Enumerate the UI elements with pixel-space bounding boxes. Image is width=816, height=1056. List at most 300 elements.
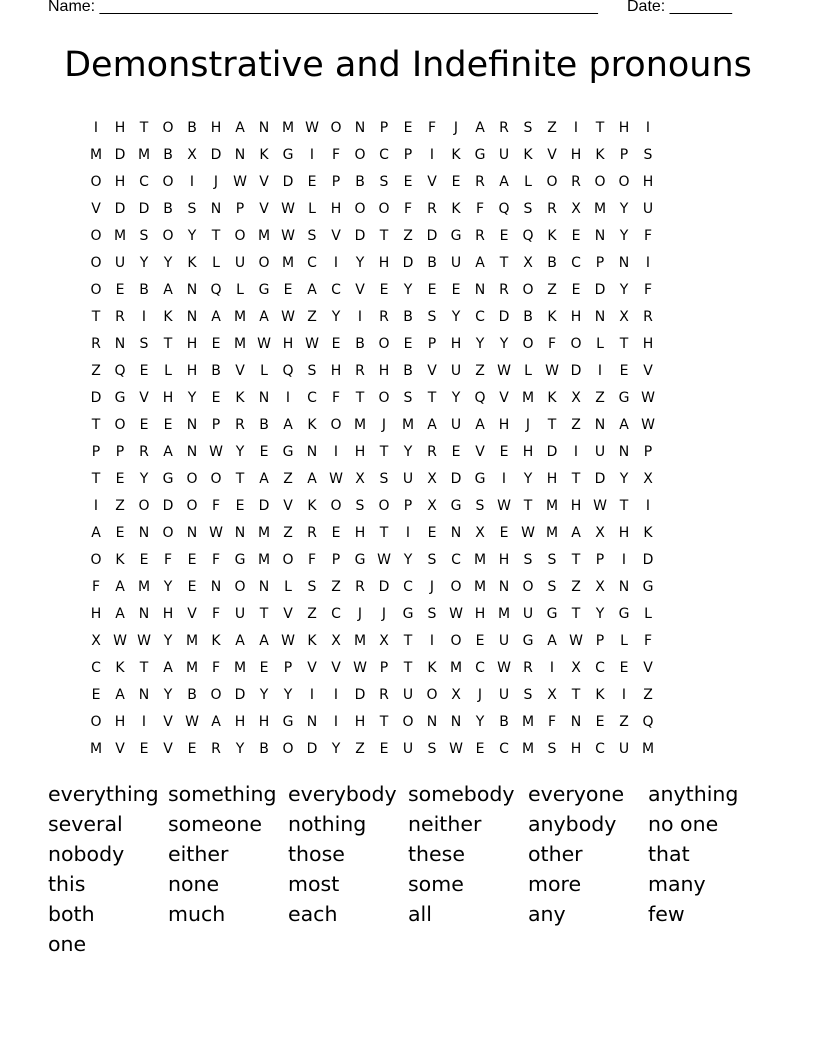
grid-letter[interactable]: T — [379, 443, 389, 460]
grid-letter[interactable]: O — [378, 389, 390, 406]
grid-letter[interactable]: O — [162, 227, 174, 244]
grid-letter[interactable]: I — [333, 443, 339, 460]
grid-letter[interactable]: G — [474, 470, 486, 487]
grid-letter[interactable]: T — [595, 119, 605, 136]
grid-letter[interactable]: E — [139, 551, 149, 568]
grid-letter[interactable]: W — [233, 173, 247, 190]
grid-letter[interactable]: X — [331, 632, 341, 649]
grid-letter[interactable]: R — [427, 443, 437, 460]
grid-letter[interactable]: P — [91, 443, 101, 460]
grid-letter[interactable]: G — [282, 146, 294, 163]
grid-letter[interactable]: D — [282, 173, 294, 190]
grid-letter[interactable]: T — [571, 605, 581, 622]
grid-letter[interactable]: H — [330, 362, 342, 379]
grid-letter[interactable]: X — [595, 578, 605, 595]
grid-letter[interactable]: A — [163, 659, 173, 676]
grid-letter[interactable]: E — [187, 578, 197, 595]
grid-letter[interactable]: M — [281, 254, 295, 271]
grid-letter[interactable]: E — [451, 173, 461, 190]
date-field[interactable]: Date: _______ — [627, 0, 732, 15]
grid-letter[interactable]: W — [305, 335, 319, 352]
grid-letter[interactable]: M — [89, 740, 103, 757]
grid-letter[interactable]: L — [284, 578, 292, 595]
grid-letter[interactable]: T — [619, 497, 629, 514]
grid-letter[interactable]: X — [427, 470, 437, 487]
grid-letter[interactable]: T — [379, 227, 389, 244]
grid-letter[interactable]: Y — [331, 740, 341, 757]
grid-letter[interactable]: V — [91, 200, 101, 217]
grid-letter[interactable]: O — [594, 173, 606, 190]
grid-letter[interactable]: W — [497, 497, 511, 514]
grid-letter[interactable]: A — [211, 308, 221, 325]
grid-letter[interactable]: W — [641, 389, 655, 406]
grid-letter[interactable]: F — [211, 659, 221, 676]
grid-letter[interactable]: Y — [235, 740, 245, 757]
grid-letter[interactable]: C — [139, 173, 149, 190]
grid-letter[interactable]: Q — [282, 362, 294, 379]
grid-letter[interactable]: Y — [403, 281, 413, 298]
grid-letter[interactable]: Q — [498, 200, 510, 217]
grid-letter[interactable]: T — [427, 389, 437, 406]
grid-letter[interactable]: Y — [163, 578, 173, 595]
grid-letter[interactable]: J — [357, 605, 363, 622]
grid-letter[interactable]: V — [475, 443, 485, 460]
grid-letter[interactable]: V — [187, 605, 197, 622]
grid-letter[interactable]: A — [499, 173, 509, 190]
grid-letter[interactable]: X — [427, 497, 437, 514]
grid-letter[interactable]: H — [450, 335, 462, 352]
grid-letter[interactable]: Z — [475, 362, 485, 379]
grid-letter[interactable]: C — [475, 308, 485, 325]
grid-letter[interactable]: G — [618, 605, 630, 622]
grid-letter[interactable]: I — [645, 119, 651, 136]
grid-letter[interactable]: A — [235, 119, 245, 136]
grid-letter[interactable]: E — [619, 659, 629, 676]
grid-letter[interactable]: Z — [595, 389, 605, 406]
grid-letter[interactable]: U — [594, 443, 606, 460]
grid-letter[interactable]: E — [187, 740, 197, 757]
grid-letter[interactable]: B — [403, 308, 413, 325]
grid-letter[interactable]: E — [403, 119, 413, 136]
grid-letter[interactable]: H — [570, 308, 582, 325]
grid-letter[interactable]: E — [259, 659, 269, 676]
grid-letter[interactable]: M — [257, 551, 271, 568]
grid-letter[interactable]: K — [427, 659, 437, 676]
grid-letter[interactable]: T — [355, 389, 365, 406]
grid-letter[interactable]: M — [233, 659, 247, 676]
grid-letter[interactable]: X — [451, 686, 461, 703]
grid-letter[interactable]: O — [90, 713, 102, 730]
grid-letter[interactable]: U — [450, 416, 462, 433]
grid-letter[interactable]: I — [285, 389, 291, 406]
grid-letter[interactable]: O — [162, 524, 174, 541]
grid-letter[interactable]: J — [453, 119, 459, 136]
grid-letter[interactable]: E — [571, 281, 581, 298]
grid-letter[interactable]: A — [475, 254, 485, 271]
grid-letter[interactable]: B — [403, 362, 413, 379]
grid-letter[interactable]: X — [643, 470, 653, 487]
grid-letter[interactable]: Y — [235, 443, 245, 460]
grid-letter[interactable]: S — [523, 200, 533, 217]
grid-letter[interactable]: H — [114, 119, 126, 136]
grid-letter[interactable]: C — [331, 281, 341, 298]
grid-letter[interactable]: Q — [210, 281, 222, 298]
grid-letter[interactable]: F — [547, 713, 557, 730]
grid-letter[interactable]: S — [427, 605, 437, 622]
grid-letter[interactable]: I — [621, 551, 627, 568]
grid-letter[interactable]: H — [642, 173, 654, 190]
grid-letter[interactable]: X — [547, 686, 557, 703]
grid-letter[interactable]: Z — [115, 497, 125, 514]
grid-letter[interactable]: J — [525, 416, 531, 433]
grid-letter[interactable]: U — [522, 605, 534, 622]
grid-letter[interactable]: J — [381, 605, 387, 622]
grid-letter[interactable]: K — [115, 659, 125, 676]
grid-letter[interactable]: T — [379, 524, 389, 541]
grid-letter[interactable]: H — [186, 335, 198, 352]
grid-letter[interactable]: T — [211, 227, 221, 244]
grid-letter[interactable]: K — [163, 308, 173, 325]
grid-letter[interactable]: U — [450, 254, 462, 271]
grid-letter[interactable]: Y — [283, 686, 293, 703]
grid-letter[interactable]: E — [595, 713, 605, 730]
grid-letter[interactable]: U — [498, 686, 510, 703]
grid-letter[interactable]: S — [379, 470, 389, 487]
grid-letter[interactable]: T — [379, 713, 389, 730]
grid-letter[interactable]: L — [524, 173, 532, 190]
grid-letter[interactable]: S — [547, 740, 557, 757]
grid-letter[interactable]: D — [258, 497, 270, 514]
grid-letter[interactable]: Z — [547, 281, 557, 298]
grid-letter[interactable]: N — [210, 578, 222, 595]
grid-letter[interactable]: M — [449, 659, 463, 676]
grid-letter[interactable]: Y — [187, 389, 197, 406]
grid-letter[interactable]: R — [475, 227, 485, 244]
grid-letter[interactable]: K — [211, 632, 221, 649]
grid-letter[interactable]: D — [354, 686, 366, 703]
grid-letter[interactable]: F — [331, 389, 341, 406]
grid-letter[interactable]: C — [379, 146, 389, 163]
grid-letter[interactable]: H — [474, 605, 486, 622]
grid-letter[interactable]: U — [402, 740, 414, 757]
grid-letter[interactable]: U — [402, 470, 414, 487]
grid-letter[interactable]: F — [211, 551, 221, 568]
grid-letter[interactable]: Z — [355, 740, 365, 757]
grid-letter[interactable]: B — [187, 119, 197, 136]
grid-letter[interactable]: P — [211, 416, 221, 433]
grid-letter[interactable]: G — [282, 713, 294, 730]
grid-letter[interactable]: P — [619, 146, 629, 163]
grid-letter[interactable]: L — [260, 362, 268, 379]
grid-letter[interactable]: H — [186, 362, 198, 379]
grid-letter[interactable]: I — [429, 146, 435, 163]
grid-letter[interactable]: M — [89, 146, 103, 163]
grid-letter[interactable]: O — [114, 416, 126, 433]
grid-letter[interactable]: S — [643, 146, 653, 163]
grid-letter[interactable]: X — [571, 659, 581, 676]
grid-letter[interactable]: C — [307, 389, 317, 406]
grid-letter[interactable]: T — [619, 335, 629, 352]
grid-letter[interactable]: L — [164, 362, 172, 379]
grid-letter[interactable]: J — [213, 173, 219, 190]
grid-letter[interactable]: U — [234, 254, 246, 271]
grid-letter[interactable]: W — [641, 416, 655, 433]
grid-letter[interactable]: W — [185, 713, 199, 730]
grid-letter[interactable]: P — [595, 254, 605, 271]
grid-letter[interactable]: V — [259, 200, 269, 217]
grid-letter[interactable]: E — [139, 416, 149, 433]
grid-letter[interactable]: D — [426, 227, 438, 244]
grid-letter[interactable]: G — [258, 281, 270, 298]
grid-letter[interactable]: F — [547, 335, 557, 352]
grid-letter[interactable]: Z — [307, 308, 317, 325]
grid-letter[interactable]: M — [521, 740, 535, 757]
grid-letter[interactable]: B — [163, 200, 173, 217]
grid-letter[interactable]: N — [618, 254, 630, 271]
grid-letter[interactable]: M — [281, 119, 295, 136]
grid-letter[interactable]: O — [330, 119, 342, 136]
grid-letter[interactable]: N — [594, 227, 606, 244]
grid-letter[interactable]: M — [641, 740, 655, 757]
grid-letter[interactable]: W — [521, 524, 535, 541]
grid-letter[interactable]: L — [212, 254, 220, 271]
grid-letter[interactable]: L — [596, 335, 604, 352]
grid-letter[interactable]: H — [354, 443, 366, 460]
grid-letter[interactable]: R — [139, 443, 149, 460]
grid-letter[interactable]: A — [475, 119, 485, 136]
grid-letter[interactable]: O — [522, 335, 534, 352]
grid-letter[interactable]: P — [331, 551, 341, 568]
grid-letter[interactable]: P — [235, 200, 245, 217]
grid-letter[interactable]: O — [330, 497, 342, 514]
grid-letter[interactable]: M — [113, 227, 127, 244]
grid-letter[interactable]: V — [331, 659, 341, 676]
grid-letter[interactable]: O — [354, 200, 366, 217]
grid-letter[interactable]: O — [90, 254, 102, 271]
grid-letter[interactable]: E — [451, 443, 461, 460]
grid-letter[interactable]: N — [114, 335, 126, 352]
grid-letter[interactable]: S — [547, 578, 557, 595]
grid-letter[interactable]: S — [403, 389, 413, 406]
grid-letter[interactable]: I — [405, 524, 411, 541]
grid-letter[interactable]: O — [162, 173, 174, 190]
grid-letter[interactable]: G — [546, 605, 558, 622]
grid-letter[interactable]: Y — [187, 227, 197, 244]
grid-letter[interactable]: L — [620, 632, 628, 649]
grid-letter[interactable]: E — [427, 281, 437, 298]
grid-letter[interactable]: A — [115, 578, 125, 595]
grid-letter[interactable]: D — [306, 740, 318, 757]
grid-letter[interactable]: N — [258, 119, 270, 136]
grid-letter[interactable]: Y — [403, 443, 413, 460]
grid-letter[interactable]: M — [137, 146, 151, 163]
grid-letter[interactable]: M — [137, 578, 151, 595]
grid-letter[interactable]: Y — [619, 200, 629, 217]
grid-letter[interactable]: B — [211, 362, 221, 379]
grid-letter[interactable]: D — [210, 146, 222, 163]
grid-letter[interactable]: F — [403, 200, 413, 217]
grid-letter[interactable]: U — [402, 686, 414, 703]
grid-letter[interactable]: I — [573, 443, 579, 460]
grid-letter[interactable]: H — [162, 605, 174, 622]
grid-letter[interactable]: H — [114, 173, 126, 190]
grid-letter[interactable]: H — [498, 551, 510, 568]
grid-letter[interactable]: Y — [523, 470, 533, 487]
grid-letter[interactable]: Y — [619, 470, 629, 487]
name-field[interactable]: Name: ________________________________________________________ — [48, 0, 598, 15]
grid-letter[interactable]: Y — [259, 686, 269, 703]
grid-letter[interactable]: E — [187, 551, 197, 568]
grid-letter[interactable]: V — [331, 227, 341, 244]
grid-letter[interactable]: X — [595, 524, 605, 541]
grid-letter[interactable]: H — [570, 497, 582, 514]
grid-letter[interactable]: Y — [499, 335, 509, 352]
grid-letter[interactable]: U — [114, 254, 126, 271]
grid-letter[interactable]: N — [186, 524, 198, 541]
grid-letter[interactable]: H — [210, 119, 222, 136]
grid-letter[interactable]: S — [475, 497, 485, 514]
grid-letter[interactable]: K — [307, 497, 317, 514]
grid-letter[interactable]: D — [114, 200, 126, 217]
grid-letter[interactable]: Y — [163, 632, 173, 649]
grid-letter[interactable]: N — [594, 416, 606, 433]
grid-letter[interactable]: O — [90, 173, 102, 190]
grid-letter[interactable]: A — [283, 416, 293, 433]
grid-letter[interactable]: U — [450, 362, 462, 379]
grid-letter[interactable]: T — [499, 254, 509, 271]
grid-letter[interactable]: G — [642, 578, 654, 595]
grid-letter[interactable]: T — [163, 335, 173, 352]
grid-letter[interactable]: T — [403, 659, 413, 676]
grid-letter[interactable]: O — [330, 416, 342, 433]
grid-letter[interactable]: F — [307, 551, 317, 568]
grid-letter[interactable]: W — [281, 632, 295, 649]
grid-letter[interactable]: W — [449, 605, 463, 622]
grid-letter[interactable]: N — [426, 713, 438, 730]
grid-letter[interactable]: N — [450, 713, 462, 730]
grid-letter[interactable]: N — [210, 200, 222, 217]
grid-letter[interactable]: D — [378, 578, 390, 595]
grid-letter[interactable]: O — [402, 713, 414, 730]
grid-letter[interactable]: A — [427, 416, 437, 433]
grid-letter[interactable]: V — [499, 389, 509, 406]
grid-letter[interactable]: W — [305, 119, 319, 136]
grid-letter[interactable]: V — [283, 497, 293, 514]
grid-letter[interactable]: C — [475, 659, 485, 676]
grid-letter[interactable]: X — [619, 308, 629, 325]
grid-letter[interactable]: R — [547, 200, 557, 217]
grid-letter[interactable]: M — [257, 227, 271, 244]
grid-letter[interactable]: O — [546, 173, 558, 190]
grid-letter[interactable]: E — [571, 227, 581, 244]
grid-letter[interactable]: M — [521, 713, 535, 730]
grid-letter[interactable]: U — [498, 146, 510, 163]
grid-letter[interactable]: E — [283, 281, 293, 298]
grid-letter[interactable]: A — [235, 632, 245, 649]
grid-letter[interactable]: H — [498, 416, 510, 433]
grid-letter[interactable]: Y — [331, 308, 341, 325]
grid-letter[interactable]: O — [618, 173, 630, 190]
grid-letter[interactable]: D — [594, 470, 606, 487]
grid-letter[interactable]: T — [139, 119, 149, 136]
grid-letter[interactable]: W — [113, 632, 127, 649]
grid-letter[interactable]: R — [499, 281, 509, 298]
grid-letter[interactable]: A — [163, 281, 173, 298]
grid-letter[interactable]: O — [234, 227, 246, 244]
grid-letter[interactable]: E — [379, 740, 389, 757]
grid-letter[interactable]: R — [115, 308, 125, 325]
grid-letter[interactable]: Z — [283, 470, 293, 487]
grid-letter[interactable]: S — [307, 578, 317, 595]
grid-letter[interactable]: E — [451, 281, 461, 298]
grid-letter[interactable]: N — [450, 524, 462, 541]
grid-letter[interactable]: D — [450, 470, 462, 487]
grid-letter[interactable]: Y — [163, 686, 173, 703]
grid-letter[interactable]: F — [643, 632, 653, 649]
grid-letter[interactable]: X — [571, 200, 581, 217]
grid-letter[interactable]: V — [115, 740, 125, 757]
grid-letter[interactable]: M — [401, 416, 415, 433]
grid-letter[interactable]: O — [234, 578, 246, 595]
grid-letter[interactable]: H — [378, 254, 390, 271]
grid-letter[interactable]: Y — [475, 335, 485, 352]
grid-letter[interactable]: Y — [139, 254, 149, 271]
grid-letter[interactable]: I — [597, 362, 603, 379]
grid-letter[interactable]: O — [162, 119, 174, 136]
grid-letter[interactable]: I — [189, 173, 195, 190]
grid-letter[interactable]: N — [618, 578, 630, 595]
grid-letter[interactable]: M — [473, 551, 487, 568]
grid-letter[interactable]: S — [427, 551, 437, 568]
grid-letter[interactable]: T — [91, 416, 101, 433]
grid-letter[interactable]: E — [235, 497, 245, 514]
grid-letter[interactable]: O — [522, 578, 534, 595]
grid-letter[interactable]: S — [379, 173, 389, 190]
grid-letter[interactable]: T — [571, 551, 581, 568]
grid-letter[interactable]: C — [499, 740, 509, 757]
grid-letter[interactable]: I — [141, 713, 147, 730]
grid-letter[interactable]: F — [643, 281, 653, 298]
grid-letter[interactable]: H — [114, 713, 126, 730]
grid-letter[interactable]: H — [330, 200, 342, 217]
grid-letter[interactable]: U — [234, 605, 246, 622]
grid-letter[interactable]: V — [643, 362, 653, 379]
grid-letter[interactable]: C — [595, 740, 605, 757]
grid-letter[interactable]: R — [643, 308, 653, 325]
grid-letter[interactable]: T — [235, 470, 245, 487]
grid-letter[interactable]: G — [474, 146, 486, 163]
grid-letter[interactable]: K — [451, 200, 461, 217]
grid-letter[interactable]: Q — [642, 713, 654, 730]
grid-letter[interactable]: K — [307, 416, 317, 433]
grid-letter[interactable]: X — [91, 632, 101, 649]
grid-letter[interactable]: A — [211, 713, 221, 730]
grid-letter[interactable]: I — [309, 146, 315, 163]
grid-letter[interactable]: H — [570, 740, 582, 757]
grid-letter[interactable]: A — [259, 470, 269, 487]
grid-letter[interactable]: Z — [403, 227, 413, 244]
grid-letter[interactable]: Q — [522, 227, 534, 244]
grid-letter[interactable]: E — [91, 686, 101, 703]
grid-letter[interactable]: B — [499, 713, 509, 730]
grid-letter[interactable]: S — [139, 335, 149, 352]
grid-letter[interactable]: Y — [451, 389, 461, 406]
grid-letter[interactable]: L — [308, 200, 316, 217]
grid-letter[interactable]: A — [91, 524, 101, 541]
grid-letter[interactable]: S — [307, 227, 317, 244]
grid-letter[interactable]: S — [547, 551, 557, 568]
grid-letter[interactable]: E — [475, 632, 485, 649]
